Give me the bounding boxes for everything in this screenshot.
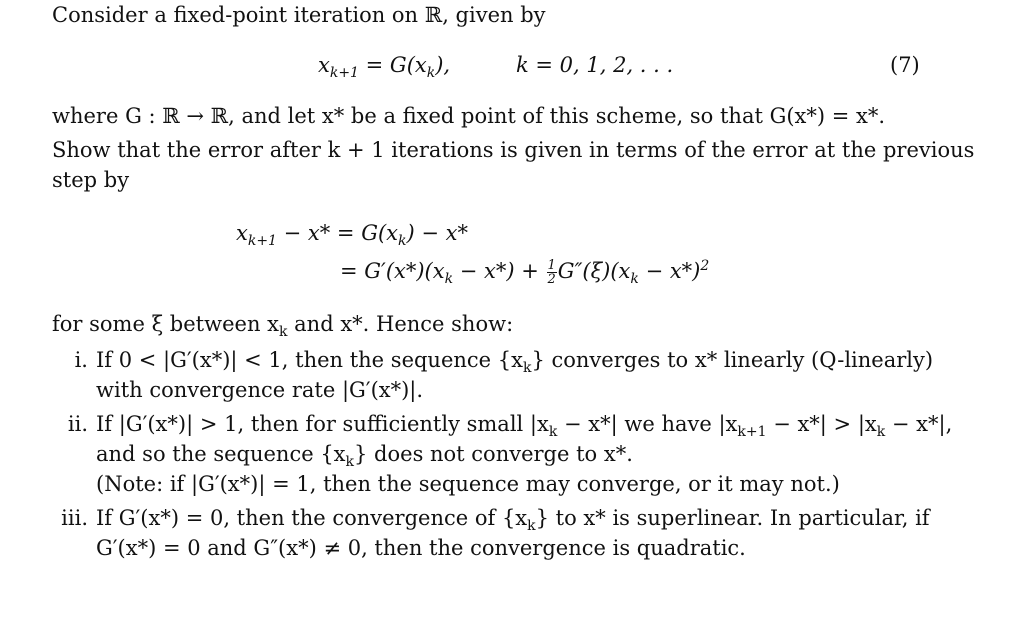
item-i-label: i. — [74, 348, 88, 372]
item-ii-line-1: If |G′(x*)| > 1, then for sufficiently small $|x_k - x*|$ we have $|x_{k+1} - x*| > |x_k - x*|$, — [96, 412, 953, 441]
error-equation-row-1: $x_{k+1} - x* = G(x_k) - x*$ — [236, 221, 468, 250]
equation-7-index: k = 0, 1, 2, . . . — [516, 53, 674, 77]
item-ii-note: (Note: if |G′(x*)| = 1, then the sequence may converge, or it may not.) — [96, 472, 840, 496]
item-ii-line-2: and so the sequence $\{x_k\}$ does not converge to x*. — [96, 442, 633, 471]
item-iii-label: iii. — [61, 506, 88, 530]
item-iii-line-2: G′(x*) = 0 and G″(x*) ≠ 0, then the convergence is quadratic. — [96, 536, 746, 560]
item-i-line-1: If 0 < |G′(x*)| < 1, then the sequence $\{x_k\}$ converges to x* linearly (Q-linearly) — [96, 348, 934, 377]
item-i-line-2: with convergence rate |G′(x*)|. — [96, 378, 424, 402]
one-half-fraction: $\frac{1}{2}$ — [547, 258, 556, 287]
error-equation-row-2: = $G'(x*)(x_k - x*)$ + $\frac{1}{2}$ $G''(\xi)(x_k - x*)^2$ — [340, 258, 710, 288]
paragraph-hence-show: for some ξ between $x_k$ and x*. Hence show: — [52, 312, 514, 341]
paragraph-line-1: where G : ℝ → ℝ, and let x* be a fixed point of this scheme, so that G(x*) = x*. — [52, 104, 886, 128]
equation-number: (7) — [890, 53, 920, 77]
paragraph-line-2: Show that the error after k + 1 iterations is given in terms of the error at the previous — [52, 138, 975, 162]
equation-7: $x_{k+1} = G(x_k)$, — [318, 53, 451, 82]
intro-line: Consider a fixed-point iteration on ℝ, given by — [52, 3, 546, 27]
paragraph-line-3: step by — [52, 168, 130, 192]
item-ii-label: ii. — [67, 412, 88, 436]
item-iii-line-1: If G′(x*) = 0, then the convergence of $\{x_k\}$ to x* is superlinear. In particular, if — [96, 506, 930, 535]
